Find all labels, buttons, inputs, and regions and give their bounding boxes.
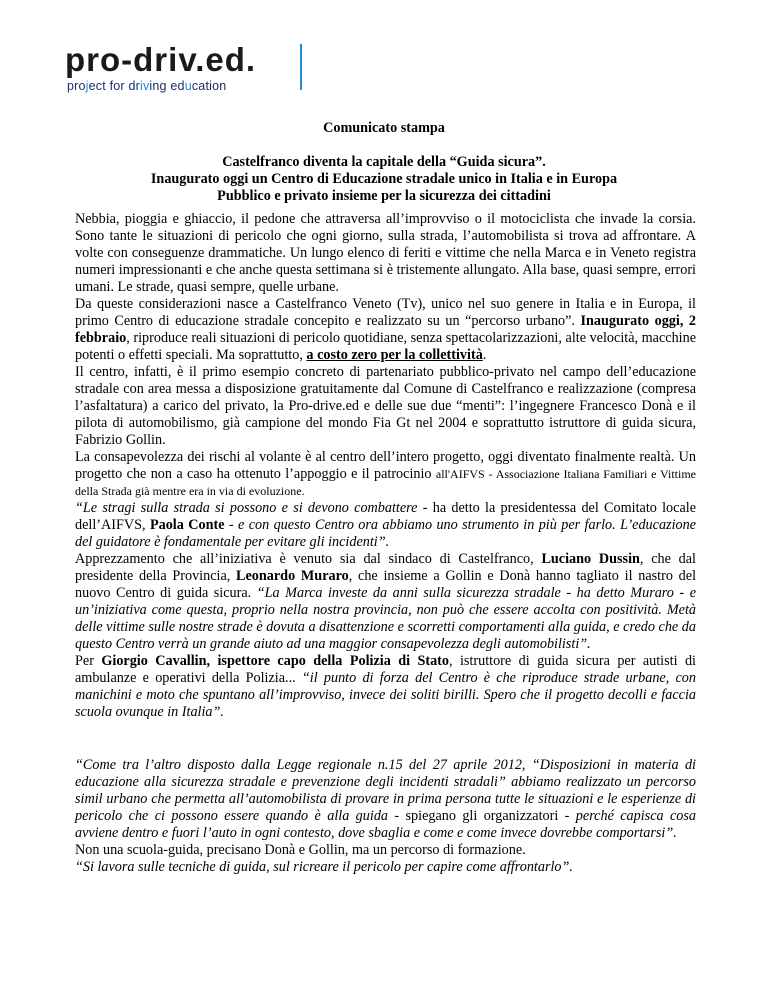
- quote-text: perché capisca cosa avviene dentro e fuori l’auto in ogni contesto, dove sbaglia e come e come invece dovrebbe comportarsi”.: [75, 808, 696, 841]
- logo-tagline-segment: cation: [191, 79, 227, 93]
- quote-text: “Le stragi sulla strada si possono e si devono combattere: [75, 500, 418, 516]
- paragraph: [75, 551, 696, 653]
- quote-text: “Si lavora sulle tecniche di guida, sul ricreare il pericolo per capire come affrontarlo”.: [75, 859, 573, 875]
- text-run: , che insieme a Gollin e Donà hanno tagliato il nastro del nuovo Centro di guida sicura.: [75, 568, 697, 601]
- text-run: La consapevolezza dei rischi al volante è al centro dell’intero progetto, oggi diventato finalmente realtà. Un progetto che non a caso ha ottenuto l’appoggio e il patrocinio: [75, 449, 696, 482]
- paragraph: [75, 842, 696, 859]
- article-body: [75, 211, 696, 876]
- paragraph: [75, 859, 696, 876]
- text-run: , riproduce reali situazioni di pericolo quotidiane, senza spettacolarizzazioni, alte velocità, macchine potenti o effetti speciali. Ma soprattutto,: [75, 330, 696, 363]
- text-run: - ha detto la presidentessa del Comitato locale dell’AIFVS,: [75, 500, 696, 533]
- quote-text: “La Marca investe da anni sulla sicurezza stradale - ha detto Muraro - e un’iniziativa come questa, proprio nella nostra provincia, non può che essere accolta con positività. Metà delle vittime sulle nostre strade è dovuta a disattenzione e scorretti comportamenti alla guida, e credo che da questo Centro verrà un grande aiuto ad una maggior consapevolezza degli automobilisti”.: [75, 585, 696, 652]
- logo-tagline-segment: ect for dr: [88, 79, 140, 93]
- text-run: - spiegano gli organizzatori -: [388, 808, 576, 824]
- paragraph-spacer: [75, 721, 696, 757]
- emphasis-text: Paola Conte: [149, 517, 225, 533]
- text-run: .: [482, 347, 487, 363]
- paragraph: [75, 296, 696, 364]
- emphasis-text: Giorgio Cavallin, ispettore capo della Polizia di Stato: [101, 653, 449, 669]
- text-run: all'AIFVS - Associazione Italiana Familiari e Vittime della Strada già mentre era in via di evoluzione.: [75, 467, 696, 498]
- logo-tagline-segment: u: [184, 79, 192, 93]
- pro-drived-logo: [65, 42, 305, 94]
- paragraph: [75, 449, 696, 500]
- text-run: Per: [75, 653, 102, 669]
- paragraph: [75, 500, 696, 551]
- paragraph: [75, 211, 696, 296]
- quote-text: “il punto di forza del Centro è che riproduce strade urbane, con manichini e moto che spuntano all’improvviso, invece dei soliti birilli. Spero che il progetto decolli e faccia scuola ovunque in Italia”.: [75, 670, 696, 720]
- text-run: Non una scuola-guida, precisano Donà e Gollin, ma un percorso di formazione.: [75, 842, 526, 858]
- headline-line: Inaugurato oggi un Centro di Educazione stradale unico in Italia e in Europa: [150, 171, 618, 187]
- text-run: Da queste considerazioni nasce a Castelfranco Veneto (Tv), unico nel suo genere in Italia e in Europa, il primo Centro di educazione stradale concepito e realizzato su un “percorso urbano”.: [75, 296, 696, 329]
- logo-tagline-segment: ing ed: [149, 79, 185, 93]
- quote-text: e con questo Centro ora abbiamo uno strumento in più per farlo. L’educazione del guidatore è fondamentale per evitare gli incidenti”.: [75, 517, 696, 550]
- headline-line: Castelfranco diventa la capitale della “Guida sicura”.: [222, 154, 546, 170]
- text-run: Nebbia, pioggia e ghiaccio, il pedone che attraversa all’improvviso o il motociclista che invade la corsia. Sono tante le situazioni di pericolo che ogni giorno, sulla strada, l’automobilista si trova ad affrontare. A volte con conseguenze drammatiche. Un lungo elenco di feriti e vittime che nella Marca e in Veneto registra numeri impressionanti e che anche questa settimana si è tristemente allungato. Alla base, quasi sempre, errori umani. Le strade, quasi sempre, quelle urbane.: [75, 211, 696, 295]
- paragraph: [75, 757, 696, 842]
- emphasis-text: Luciano Dussin: [541, 551, 640, 567]
- text-run: -: [224, 517, 239, 533]
- text-run: Apprezzamento che all’iniziativa è venuto sia dal sindaco di Castelfranco,: [75, 551, 542, 567]
- logo-tagline-segment: j: [85, 79, 89, 93]
- headline-block: [0, 154, 768, 205]
- text-run: Il centro, infatti, è il primo esempio concreto di partenariato pubblico-privato nel campo dell’educazione stradale con area messa a disposizione gratuitamente dal Comune di Castelfranco e realizzazione (compresa l’asfaltatura) a carico del privato, la Pro-drive.ed e delle sue due “menti”: l’ingegnere Francesco Donà e il pilota di automobilismo, già campione del mondo Fia Gt nel 2004 e soprattutto istruttore di guida sicura, Fabrizio Gollin.: [75, 364, 696, 448]
- emphasis-text: Inaugurato oggi, 2 febbraio: [75, 313, 696, 346]
- text-run: , che dal presidente della Provincia,: [75, 551, 697, 584]
- emphasis-text: a costo zero per la collettività: [306, 347, 483, 363]
- logo-wordmark: pro-driv.ed.: [65, 41, 257, 78]
- quote-text: “Come tra l’altro disposto dalla Legge regionale n.15 del 27 aprile 2012, “Disposizioni in materia di educazione alla sicurezza stradale e prevenzione degli incidenti stradali” abbiamo realizzato un percorso simil urbano che permetta all’automobilista di provare in prima persona tutte le situazioni e le esperienze di pericolo che ci possono essere quando è alla guida: [75, 757, 696, 824]
- paragraph: [75, 653, 696, 721]
- press-release-label: Comunicato stampa: [323, 120, 445, 136]
- logo-accent-bar: [300, 44, 302, 90]
- paragraph: [75, 364, 696, 449]
- logo-tagline-segment: iv: [139, 79, 150, 93]
- logo-tagline: [67, 79, 226, 93]
- headline-line: Pubblico e privato insieme per la sicurezza dei cittadini: [217, 188, 551, 204]
- emphasis-text: Leonardo Muraro: [236, 568, 349, 584]
- logo-tagline-segment: pro: [67, 79, 86, 93]
- text-run: , istruttore di guida sicura per autisti di ambulanze e operativi della Polizia...: [75, 653, 696, 686]
